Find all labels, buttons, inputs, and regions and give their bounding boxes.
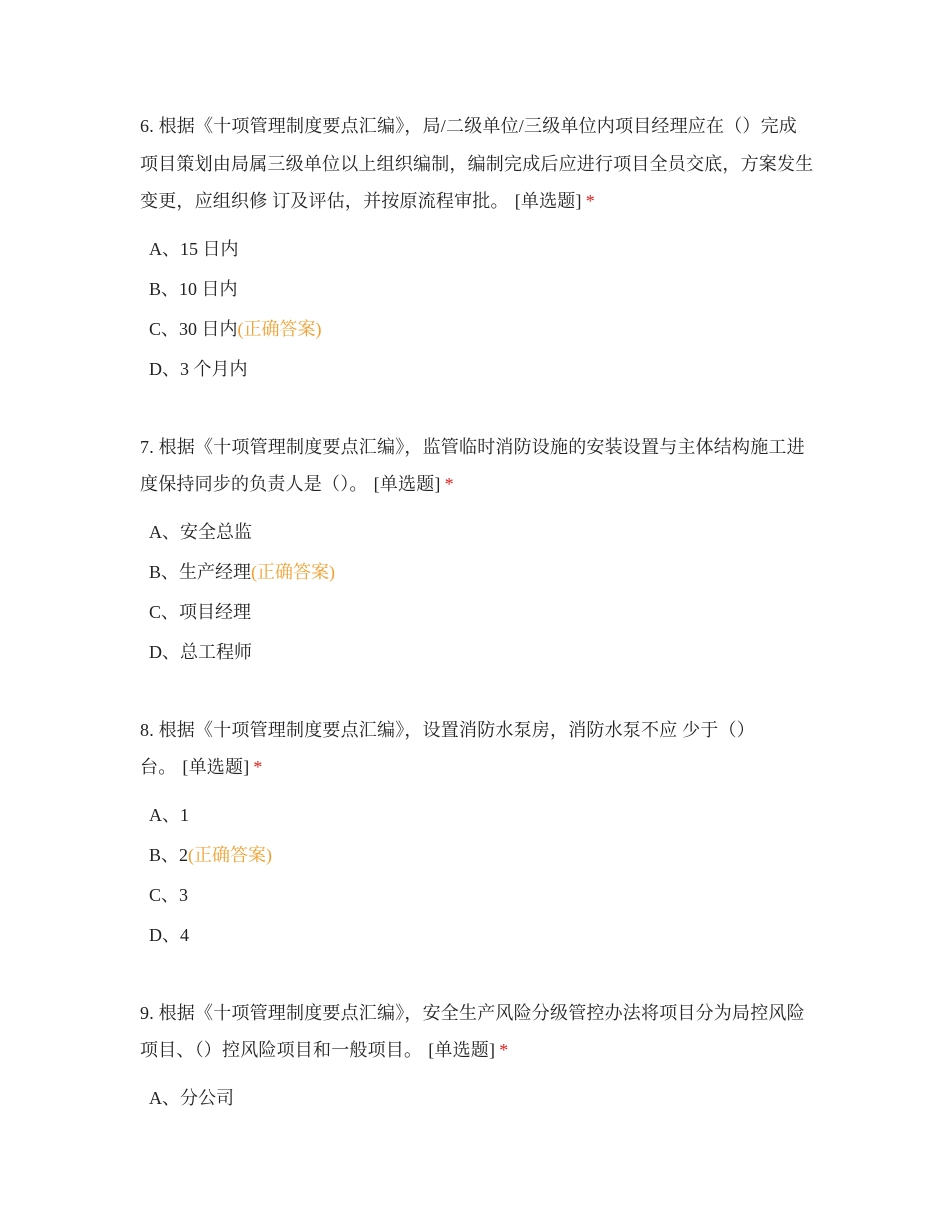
correct-answer-tag: (正确答案) [188, 844, 273, 865]
option-text: A、15 日内 [149, 238, 239, 259]
option-text: A、1 [149, 804, 189, 825]
option-a[interactable] [140, 795, 820, 835]
option-d[interactable] [140, 915, 820, 955]
question-text: 8. 根据《十项管理制度要点汇编》，设置消防水泵房，消防水泵不应 少于（）台。 [140, 719, 755, 777]
option-c[interactable] [140, 875, 820, 915]
option-text: C、项目经理 [149, 601, 252, 622]
option-b[interactable] [140, 835, 820, 875]
question-type-label: [单选题] [373, 474, 441, 494]
option-d[interactable] [140, 349, 820, 389]
option-text: A、安全总监 [149, 521, 252, 542]
option-text: C、30 日内 [149, 318, 238, 339]
question-stem [140, 429, 815, 504]
option-a[interactable] [140, 1078, 820, 1118]
question-7 [140, 429, 820, 672]
question-6 [140, 108, 820, 389]
option-list [140, 1078, 820, 1118]
question-stem [140, 712, 780, 787]
option-c[interactable] [140, 592, 820, 632]
correct-answer-tag: (正确答案) [237, 318, 322, 339]
option-text: C、3 [149, 884, 189, 905]
option-b[interactable] [140, 552, 820, 592]
correct-answer-tag: (正确答案) [251, 561, 336, 582]
question-text: 9. 根据《十项管理制度要点汇编》，安全生产风险分级管控办法将项目分为局控风险项目、（）控风险项目和一般项目。 [140, 1002, 805, 1060]
option-a[interactable] [140, 229, 820, 269]
option-text: D、3 个月内 [149, 358, 248, 379]
question-type-label: [单选题] [182, 757, 250, 777]
option-text: A、分公司 [149, 1087, 234, 1108]
option-text: B、2 [149, 844, 189, 865]
question-type-label: [单选题] [428, 1040, 496, 1060]
option-text: D、总工程师 [149, 641, 252, 662]
question-list [140, 108, 820, 1158]
required-mark: * [444, 474, 454, 494]
question-type-label: [单选题] [514, 191, 582, 211]
question-9 [140, 995, 820, 1118]
option-b[interactable] [140, 269, 820, 309]
option-a[interactable] [140, 512, 820, 552]
option-d[interactable] [140, 632, 820, 672]
question-text: 6. 根据《十项管理制度要点汇编》，局/二级单位/三级单位内项目经理应在（）完成项目策划由局属三级单位以上组织编制，编制完成后应进行项目全员交底，方案发生变更，应组织修 订及评估，并按原流程审批。 [140, 116, 814, 211]
question-8 [140, 712, 820, 955]
option-text: B、生产经理 [149, 561, 252, 582]
option-text: D、4 [149, 924, 189, 945]
question-stem [140, 108, 815, 221]
required-mark: * [585, 191, 595, 211]
option-text: B、10 日内 [149, 278, 238, 299]
option-list [140, 512, 820, 672]
required-mark: * [253, 757, 263, 777]
option-list [140, 795, 820, 955]
question-stem [140, 995, 815, 1070]
option-list [140, 229, 820, 389]
option-c[interactable] [140, 309, 820, 349]
question-text: 7. 根据《十项管理制度要点汇编》，监管临时消防设施的安装设置与主体结构施工进度保持同步的负责人是（）。 [140, 436, 805, 494]
required-mark: * [499, 1040, 509, 1060]
